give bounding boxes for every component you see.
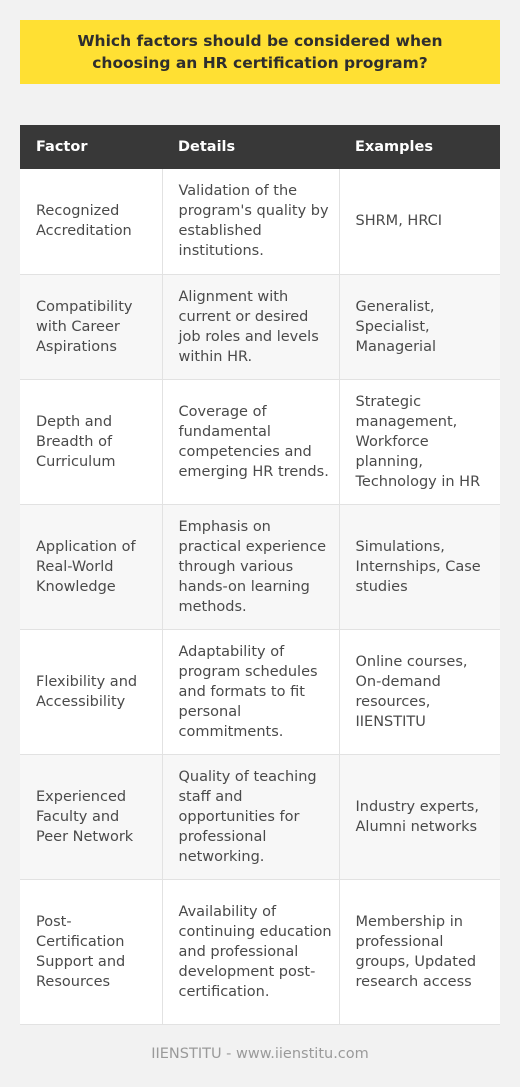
table-row xyxy=(20,879,500,1024)
examples-cell: Simulations, Internships, Case studies xyxy=(339,504,500,629)
details-cell: Alignment with current or desired job roles and levels within HR. xyxy=(162,274,339,379)
table-row xyxy=(20,169,500,274)
details-cell: Availability of continuing education and professional development post-certification. xyxy=(162,879,339,1024)
factor-cell: Recognized Accreditation xyxy=(20,169,162,274)
factor-cell: Post-Certification Support and Resources xyxy=(20,879,162,1024)
examples-cell: Industry experts, Alumni networks xyxy=(339,754,500,879)
factor-cell: Flexibility and Accessibility xyxy=(20,629,162,754)
details-cell: Adaptability of program schedules and formats to fit personal commitments. xyxy=(162,629,339,754)
table-row xyxy=(20,379,500,504)
table-row xyxy=(20,754,500,879)
factor-cell: Experienced Faculty and Peer Network xyxy=(20,754,162,879)
details-cell: Quality of teaching staff and opportunities for professional networking. xyxy=(162,754,339,879)
factors-table xyxy=(20,125,500,1025)
examples-cell: SHRM, HRCI xyxy=(339,169,500,274)
factor-cell: Depth and Breadth of Curriculum xyxy=(20,379,162,504)
factor-cell: Compatibility with Career Aspirations xyxy=(20,274,162,379)
table-row xyxy=(20,274,500,379)
examples-cell: Membership in professional groups, Updated research access xyxy=(339,879,500,1024)
header-factor: Factor xyxy=(20,125,162,169)
examples-cell: Online courses, On-demand resources, IIENSTITU xyxy=(339,629,500,754)
details-cell: Emphasis on practical experience through various hands-on learning methods. xyxy=(162,504,339,629)
table-header-row xyxy=(20,125,500,169)
footer-credit: IIENSTITU - www.iienstitu.com xyxy=(151,1046,369,1062)
header-examples: Examples xyxy=(339,125,500,169)
table-row xyxy=(20,504,500,629)
page-title: Which factors should be considered when choosing an HR certification program? xyxy=(20,20,500,84)
factor-cell: Application of Real-World Knowledge xyxy=(20,504,162,629)
details-cell: Validation of the program's quality by established institutions. xyxy=(162,169,339,274)
header-details: Details xyxy=(162,125,339,169)
table-row xyxy=(20,629,500,754)
details-cell: Coverage of fundamental competencies and emerging HR trends. xyxy=(162,379,339,504)
examples-cell: Generalist, Specialist, Managerial xyxy=(339,274,500,379)
examples-cell: Strategic management, Workforce planning, Technology in HR xyxy=(339,379,500,504)
